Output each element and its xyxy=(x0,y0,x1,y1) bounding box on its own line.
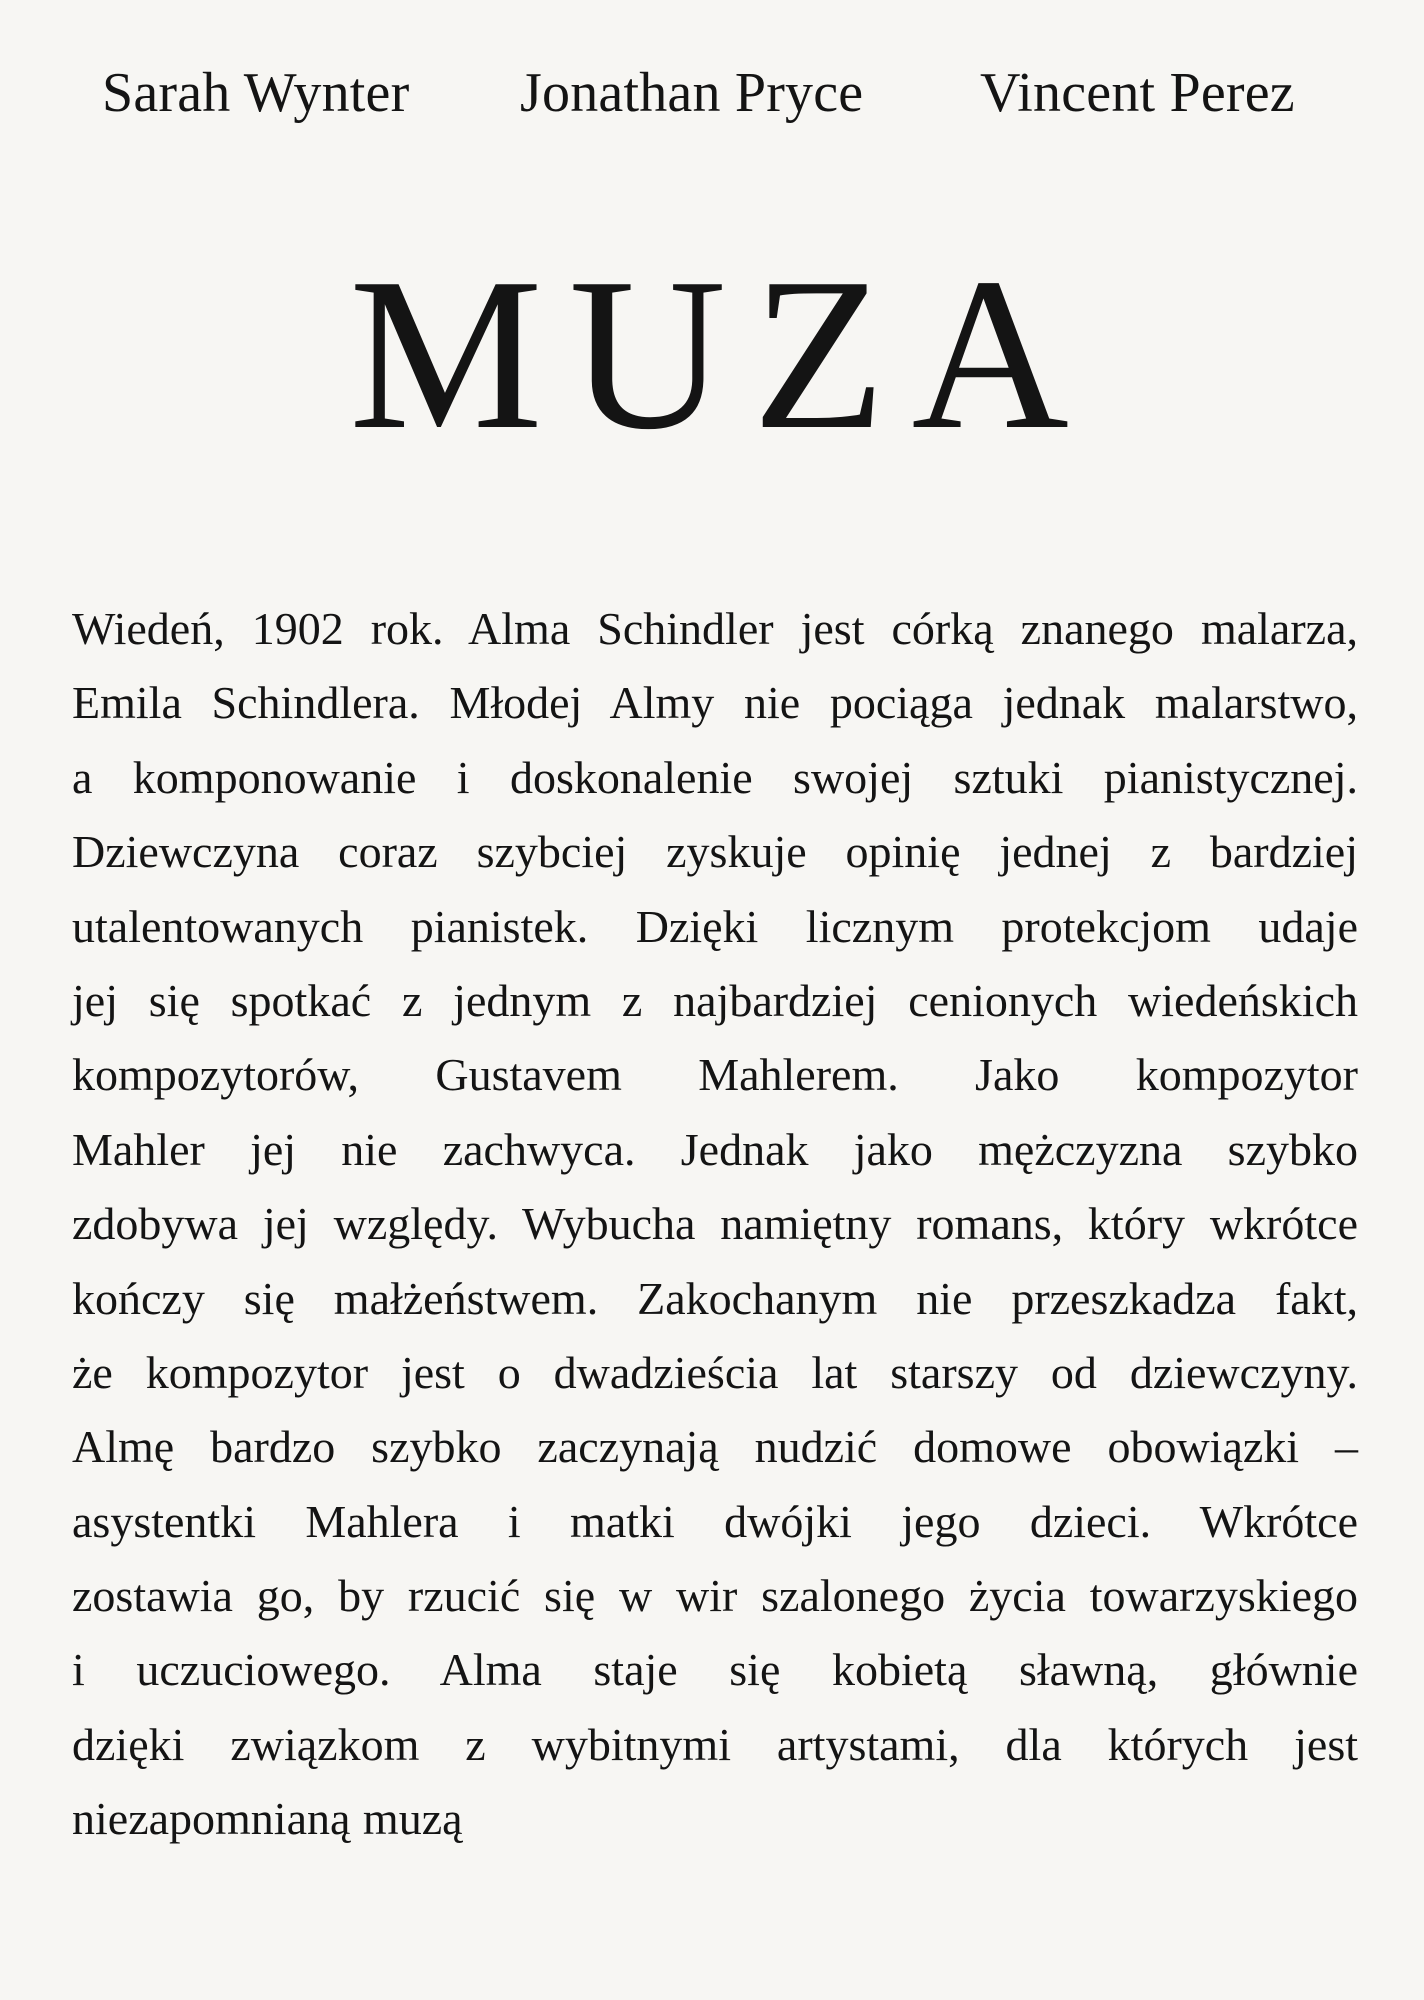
synopsis-line: a komponowanie i doskonalenie swojej sztuki pianistycznej. xyxy=(72,751,1358,803)
synopsis-line: zostawia go, by rzucić się w wir szalonego życia towarzyskiego xyxy=(72,1570,1358,1622)
cast-list xyxy=(0,58,1424,128)
synopsis-line: dzięki związkom z wybitnymi artystami, dla których jest xyxy=(72,1718,1358,1770)
film-title: MUZA xyxy=(349,234,1095,475)
synopsis-line: jej się spotkać z jednym z najbardziej cenionych wiedeńskich xyxy=(72,974,1358,1026)
cast-name: Vincent Perez xyxy=(980,62,1295,124)
synopsis-line: kompozytorów, Gustavem Mahlerem. Jako kompozytor xyxy=(72,1049,1358,1101)
synopsis-line: asystentki Mahlera i matki dwójki jego dzieci. Wkrótce xyxy=(72,1495,1358,1547)
synopsis-line: utalentowanych pianistek. Dzięki licznym protekcjom udaje xyxy=(72,900,1358,952)
cast-name: Jonathan Pryce xyxy=(520,62,864,124)
synopsis-line: Emila Schindlera. Młodej Almy nie pociąga jednak malarstwo, xyxy=(72,677,1358,729)
synopsis xyxy=(72,592,1358,1857)
synopsis-line: zdobywa jej względy. Wybucha namiętny romans, który wkrótce xyxy=(72,1198,1358,1250)
synopsis-line: że kompozytor jest o dwadzieścia lat starszy od dziewczyny. xyxy=(72,1346,1358,1398)
synopsis-line: i uczuciowego. Alma staje się kobietą sławną, głównie xyxy=(72,1644,1358,1696)
synopsis-line: Mahler jej nie zachwyca. Jednak jako mężczyzna szybko xyxy=(72,1123,1358,1175)
synopsis-line: kończy się małżeństwem. Zakochanym nie przeszkadza fakt, xyxy=(72,1272,1358,1324)
synopsis-line: Almę bardzo szybko zaczynają nudzić domowe obowiązki – xyxy=(72,1421,1358,1473)
synopsis-line: Wiedeń, 1902 rok. Alma Schindler jest córką znanego malarza, xyxy=(72,603,1358,654)
synopsis-line: niezapomnianą muzą xyxy=(72,1793,463,1845)
synopsis-line: Dziewczyna coraz szybciej zyskuje opinię jednej z bardziej xyxy=(72,826,1358,878)
cast-name: Sarah Wynter xyxy=(102,62,410,124)
